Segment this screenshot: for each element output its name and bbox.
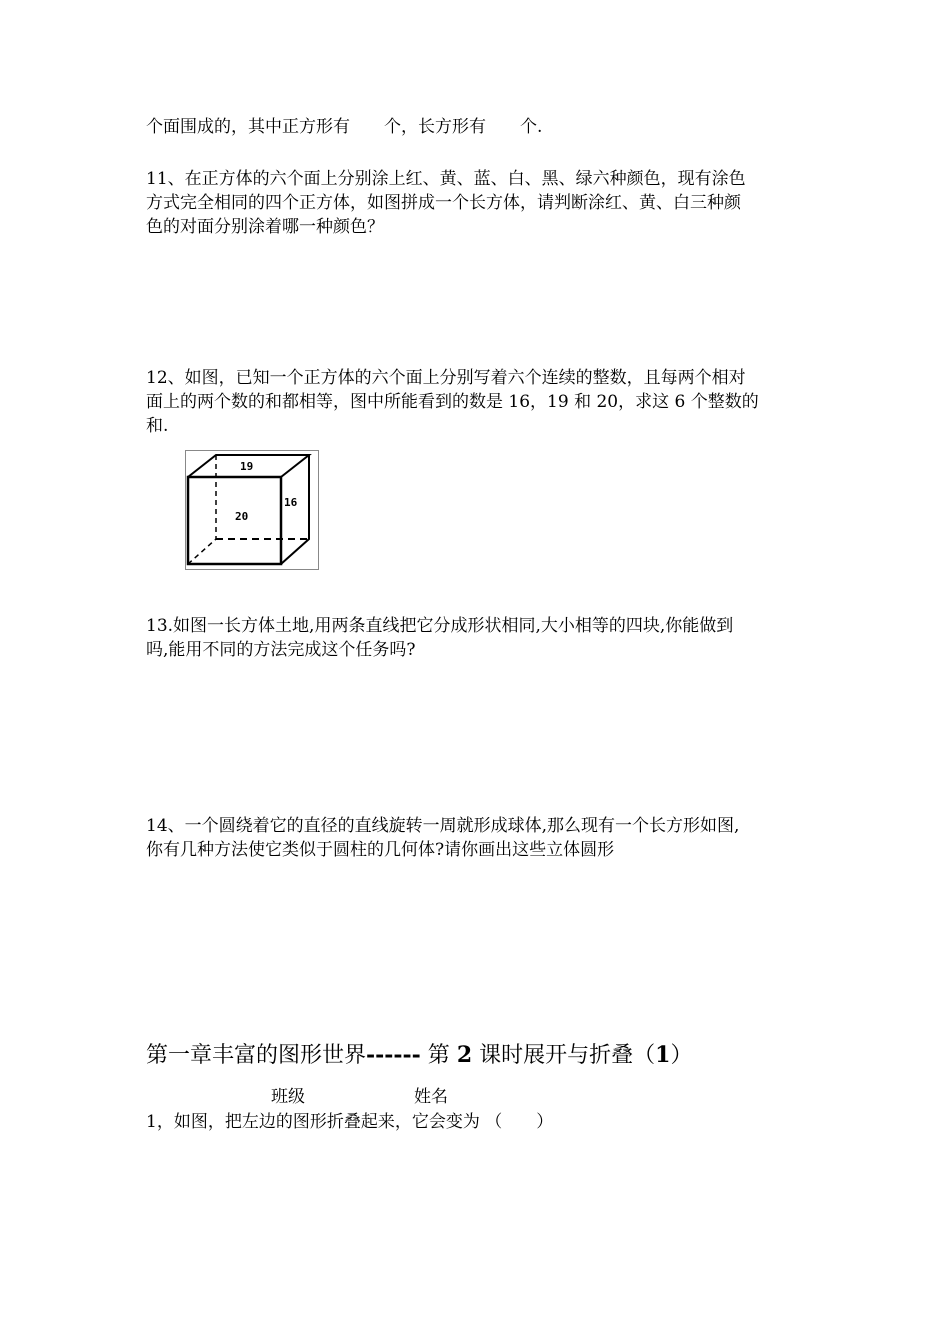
q13-line-2: 吗,能用不同的方法完成这个任务吗? <box>146 640 416 660</box>
name-label: 姓名 <box>414 1087 448 1107</box>
q11-line-1: 11、在正方体的六个面上分别涂上红、黄、蓝、白、黑、绿六种颜色，现有涂色 <box>146 169 746 189</box>
section-title <box>146 1040 692 1071</box>
class-label: 班级 <box>271 1087 305 1107</box>
q14-line-1: 14、一个圆绕着它的直径的直线旋转一周就形成球体,那么现有一个长方形如图, <box>146 816 740 836</box>
section-q1: 1，如图，把左边的图形折叠起来，它会变为 （ ） <box>146 1112 554 1132</box>
label-16: 16 <box>284 496 298 509</box>
title-part-number: 1 <box>655 1042 671 1068</box>
cube-right-edges <box>281 455 309 564</box>
title-part3: 课时展开与折叠（ <box>472 1043 656 1068</box>
title-dashes: ------ <box>366 1042 421 1068</box>
label-20: 20 <box>235 510 249 523</box>
title-part4: ） <box>670 1043 693 1068</box>
label-19: 19 <box>240 460 254 473</box>
title-lesson-number: 2 <box>456 1042 473 1068</box>
q12-line-3: 和. <box>146 416 169 436</box>
title-part2: 第 <box>420 1043 457 1068</box>
q13-line-1: 13.如图一长方体土地,用两条直线把它分成形状相同,大小相等的四块,你能做到 <box>146 616 734 636</box>
cube-figure <box>185 450 319 570</box>
q12-line-2: 面上的两个数的和都相等，图中所能看到的数是 16，19 和 20，求这 6 个整数的 <box>146 392 759 412</box>
q11-line-2: 方式完全相同的四个正方体，如图拼成一个长方体，请判断涂红、黄、白三种颜 <box>146 193 741 213</box>
q14-line-2: 你有几种方法使它类似于圆柱的几何体?请你画出这些立体圆形 <box>146 840 615 860</box>
hidden-edge-diagonal <box>188 539 216 564</box>
title-part1: 第一章丰富的图形世界 <box>146 1043 367 1068</box>
q10-tail-text: 个面围成的，其中正方形有 个，长方形有 个. <box>146 117 543 137</box>
q11-line-3: 色的对面分别涂着哪一种颜色？ <box>146 217 384 237</box>
q12-line-1: 12、如图，已知一个正方体的六个面上分别写着六个连续的整数，且每两个相对 <box>146 368 746 388</box>
